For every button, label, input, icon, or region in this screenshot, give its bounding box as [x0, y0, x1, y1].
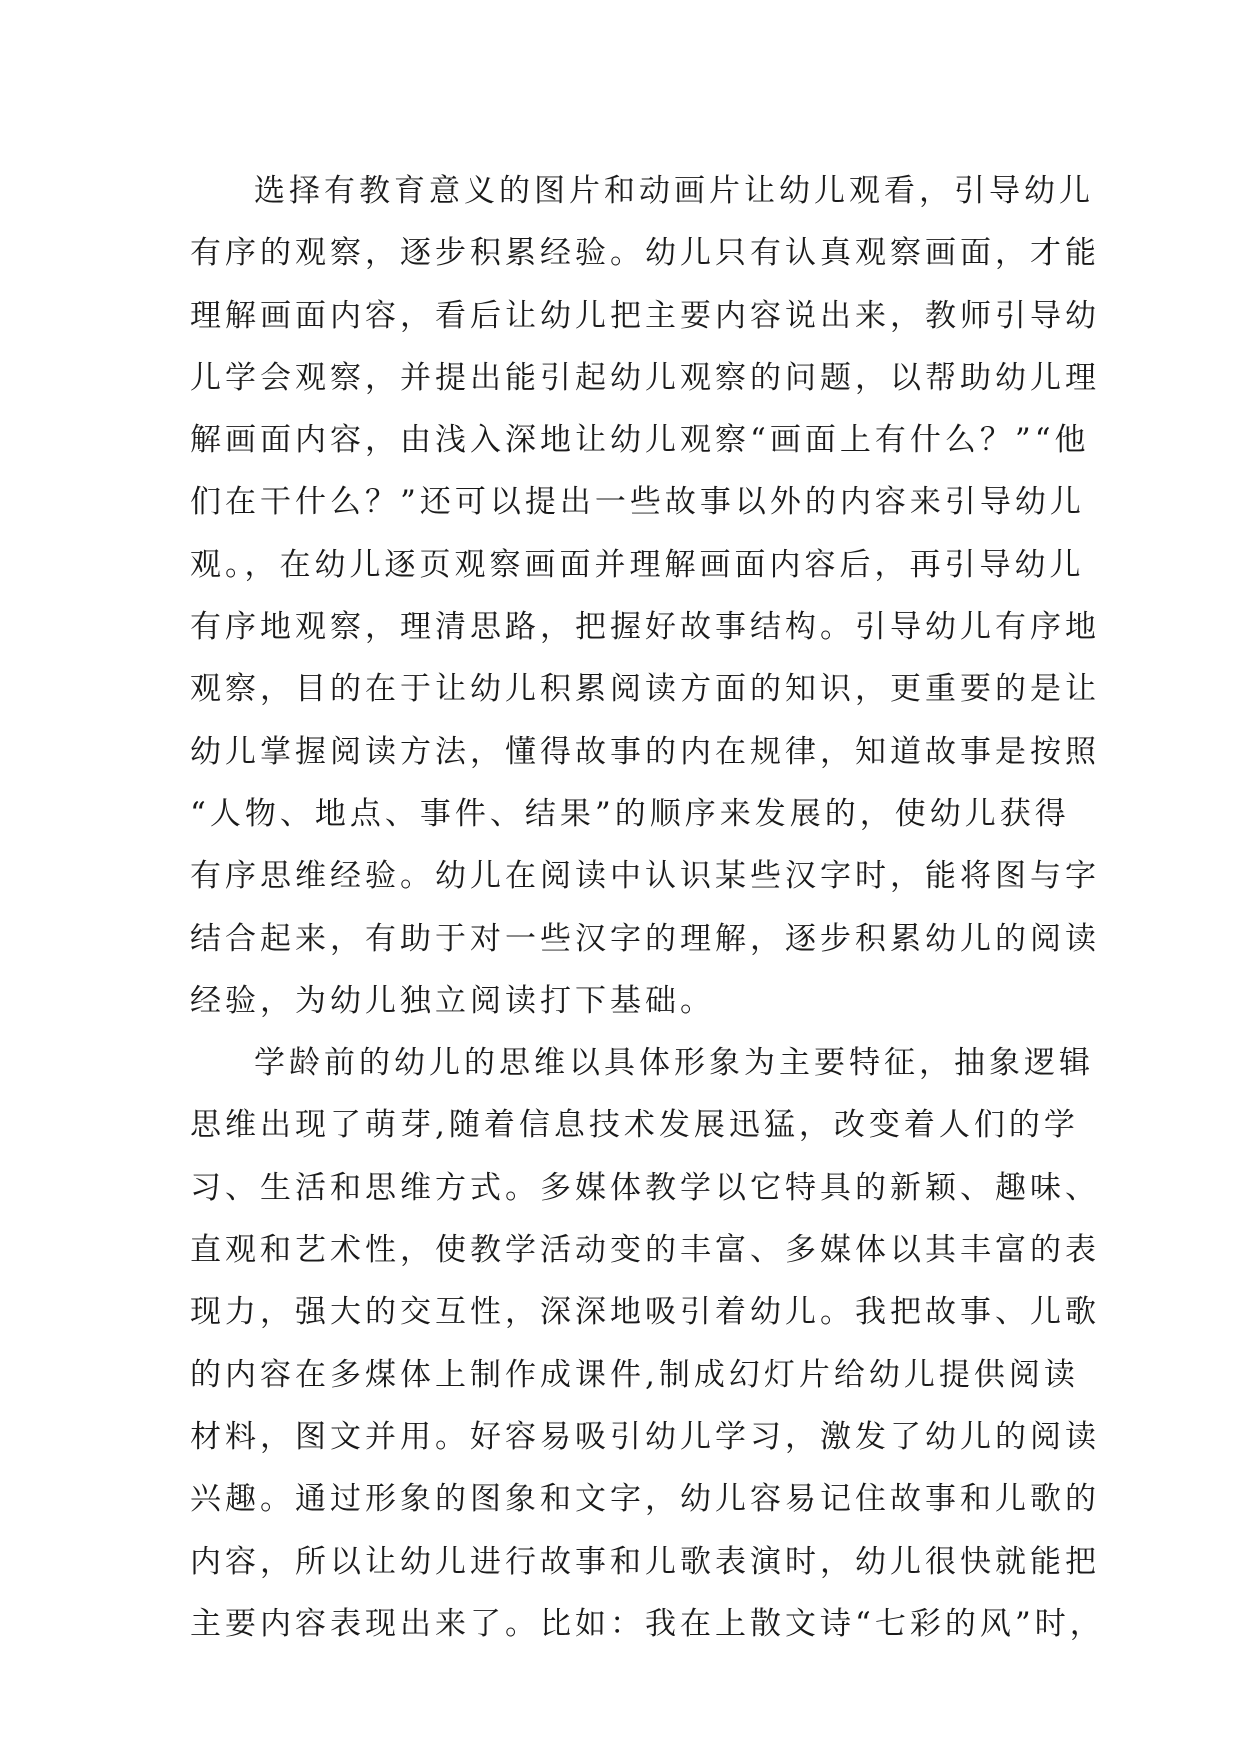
body-text [190, 160, 1105, 1655]
paragraph-2-line-5: 现力，强大的交互性，深深地吸引着幼儿。我把故事、儿歌 [190, 1294, 1100, 1331]
paragraph-2-line-3: 习、生活和思维方式。多媒体教学以它特具的新颖、趣味、 [190, 1169, 1100, 1206]
paragraph-1-line-7: 观。，在幼儿逐页观察画面并理解画面内容后，再引导幼儿 [190, 546, 1085, 583]
paragraph-1-line-13: 结合起来，有助于对一些汉字的理解，逐步积累幼儿的阅读 [190, 920, 1100, 957]
paragraph-1-line-14: 经验，为幼儿独立阅读打下基础。 [190, 982, 715, 1019]
paragraph-1-line-10: 幼儿掌握阅读方法，懂得故事的内在规律，知道故事是按照 [190, 733, 1100, 770]
paragraph-2-line-7: 材料，图文并用。好容易吸引幼儿学习，激发了幼儿的阅读 [190, 1418, 1100, 1455]
paragraph-2-line-1: 学龄前的幼儿的思维以具体形象为主要特征，抽象逻辑 [254, 1045, 1094, 1082]
paragraph-2-line-4: 直观和艺术性，使教学活动变的丰富、多媒体以其丰富的表 [190, 1232, 1100, 1269]
paragraph-1-line-4: 儿学会观察，并提出能引起幼儿观察的问题，以帮助幼儿理 [190, 359, 1100, 396]
paragraph-1-line-3: 理解画面内容，看后让幼儿把主要内容说出来，教师引导幼 [190, 297, 1100, 334]
paragraph-2-line-10: 主要内容表现出来了。比如：我在上散文诗“七彩的风”时， [190, 1605, 1105, 1642]
paragraph-1-line-6: 们在干什么？”还可以提出一些故事以外的内容来引导幼儿 [190, 484, 1085, 521]
paragraph-1-line-11: “人物、地点、事件、结果”的顺序来发展的，使幼儿获得 [190, 795, 1070, 832]
paragraph-2-line-2: 思维出现了萌芽,随着信息技术发展迅猛，改变着人们的学 [190, 1107, 1079, 1144]
paragraph-2-line-6: 的内容在多煤体上制作成课件,制成幻灯片给幼儿提供阅读 [190, 1356, 1079, 1393]
paragraph-2-line-9: 内容，所以让幼儿进行故事和儿歌表演时，幼儿很快就能把 [190, 1543, 1100, 1580]
paragraph-1-line-12: 有序思维经验。幼儿在阅读中认识某些汉字时，能将图与字 [190, 858, 1100, 895]
paragraph-1-line-2: 有序的观察，逐步积累经验。幼儿只有认真观察画面，才能 [190, 235, 1100, 272]
paragraph-1-line-8: 有序地观察，理清思路，把握好故事结构。引导幼儿有序地 [190, 609, 1100, 646]
paragraph-1-line-5: 解画面内容，由浅入深地让幼儿观察“画面上有什么？”“他 [190, 422, 1090, 459]
paragraph-2-line-8: 兴趣。通过形象的图象和文字，幼儿容易记住故事和儿歌的 [190, 1481, 1100, 1518]
paragraph-1-line-9: 观察，目的在于让幼儿积累阅读方面的知识，更重要的是让 [190, 671, 1100, 708]
paragraph-1-line-1: 选择有教育意义的图片和动画片让幼儿观看，引导幼儿 [254, 173, 1094, 209]
